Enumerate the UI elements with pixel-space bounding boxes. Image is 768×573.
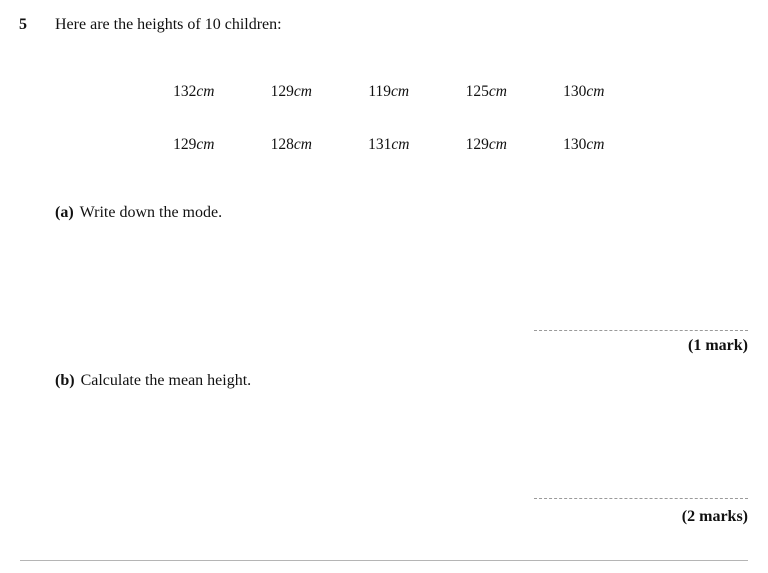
part-a-text: Write down the mode.	[79, 204, 223, 221]
question-number: 5	[19, 16, 27, 33]
heights-row	[145, 136, 645, 156]
part-b-label: (b)	[55, 372, 75, 389]
part-a-answer-line[interactable]	[534, 330, 748, 331]
height-value: 129cm	[173, 136, 215, 153]
height-value: 132cm	[173, 83, 215, 100]
part-a-marks: (1 mark)	[688, 337, 748, 354]
footer-divider	[20, 560, 748, 561]
height-value: 119cm	[368, 83, 410, 100]
part-a-label: (a)	[55, 204, 74, 221]
height-value: 130cm	[563, 136, 605, 153]
height-value: 130cm	[563, 83, 605, 100]
part-b-prompt	[55, 372, 251, 390]
question-intro: Here are the heights of 10 children:	[55, 16, 282, 33]
heights-table	[145, 83, 645, 189]
height-value: 125cm	[465, 83, 507, 100]
part-b-text: Calculate the mean height.	[80, 372, 252, 389]
heights-row	[145, 83, 645, 103]
height-value: 131cm	[368, 136, 410, 153]
part-a-prompt	[55, 204, 222, 222]
part-b-answer-line[interactable]	[534, 498, 748, 499]
part-b-marks: (2 marks)	[681, 508, 748, 525]
height-value: 128cm	[270, 136, 312, 153]
height-value: 129cm	[270, 83, 312, 100]
height-value: 129cm	[465, 136, 507, 153]
